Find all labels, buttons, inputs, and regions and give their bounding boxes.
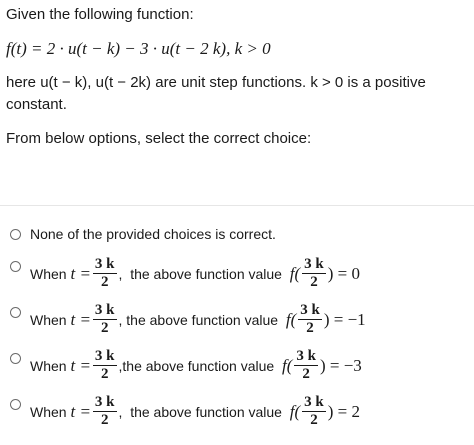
when-label: When	[30, 357, 67, 374]
value-rhs: ) = 2	[327, 401, 360, 421]
fraction-t: $\frac{3 k}{2}$	[94, 302, 115, 336]
fraction-t: $\frac{3 k}{2}$	[94, 394, 115, 428]
when-label: When	[30, 311, 67, 328]
radio-option-none[interactable]	[10, 229, 21, 240]
t-equals: t =	[70, 263, 91, 283]
radio-option-1[interactable]	[10, 261, 21, 272]
t-equals: t =	[70, 401, 91, 421]
when-label: When	[30, 265, 67, 282]
function-equation: f(t) = 2 · u(t − k) − 3 · u(t − 2 k), k > 0	[6, 39, 271, 58]
question-prompt: From below options, select the correct choice:	[6, 130, 312, 147]
fraction-arg: $\frac{3 k}{2}$	[296, 348, 316, 382]
radio-option-4[interactable]	[10, 399, 21, 410]
option-text: the above function value	[130, 265, 282, 282]
option-3[interactable]: When t = $\frac{3 k}{2}$ , the above function value f( $\frac{3 k}{2}$ ) = −3	[10, 347, 470, 387]
intro-text: Given the following function:	[6, 6, 194, 23]
fraction-arg: $\frac{3 k}{2}$	[300, 302, 320, 336]
option-1[interactable]: When t = $\frac{3 k}{2}$ , the above function value f( $\frac{3 k}{2}$ ) = 0	[10, 255, 470, 295]
fraction-t: $\frac{3 k}{2}$	[94, 256, 115, 290]
option-text: the above function value	[130, 403, 282, 420]
value-rhs: ) = −3	[319, 355, 362, 375]
radio-option-2[interactable]	[10, 307, 21, 318]
option-2[interactable]: When t = $\frac{3 k}{2}$ , the above function value f( $\frac{3 k}{2}$ ) = −1	[10, 301, 470, 341]
f-open: f(	[281, 355, 293, 375]
option-text: the above function value	[122, 357, 275, 374]
value-rhs: ) = −1	[323, 309, 366, 329]
f-open: f(	[285, 309, 297, 329]
f-open: f(	[289, 263, 301, 283]
note-line-1: here u(t − k), u(t − 2k) are unit step functions. k > 0 is a positive	[6, 74, 426, 91]
option-label: None of the provided choices is correct.	[30, 226, 276, 242]
fraction-arg: $\frac{3 k}{2}$	[304, 256, 324, 290]
option-4[interactable]: When t = $\frac{3 k}{2}$ , the above function value f( $\frac{3 k}{2}$ ) = 2	[10, 393, 470, 433]
fraction-arg: $\frac{3 k}{2}$	[304, 394, 324, 428]
f-open: f(	[289, 401, 301, 421]
note-line-2: constant.	[6, 96, 67, 113]
option-text: the above function value	[126, 311, 279, 328]
radio-option-3[interactable]	[10, 353, 21, 364]
t-equals: t =	[70, 355, 91, 375]
option-none[interactable]	[10, 226, 470, 244]
value-rhs: ) = 0	[327, 263, 360, 283]
fraction-t: $\frac{3 k}{2}$	[94, 348, 115, 382]
t-equals: t =	[70, 309, 91, 329]
divider	[0, 205, 474, 206]
when-label: When	[30, 403, 67, 420]
